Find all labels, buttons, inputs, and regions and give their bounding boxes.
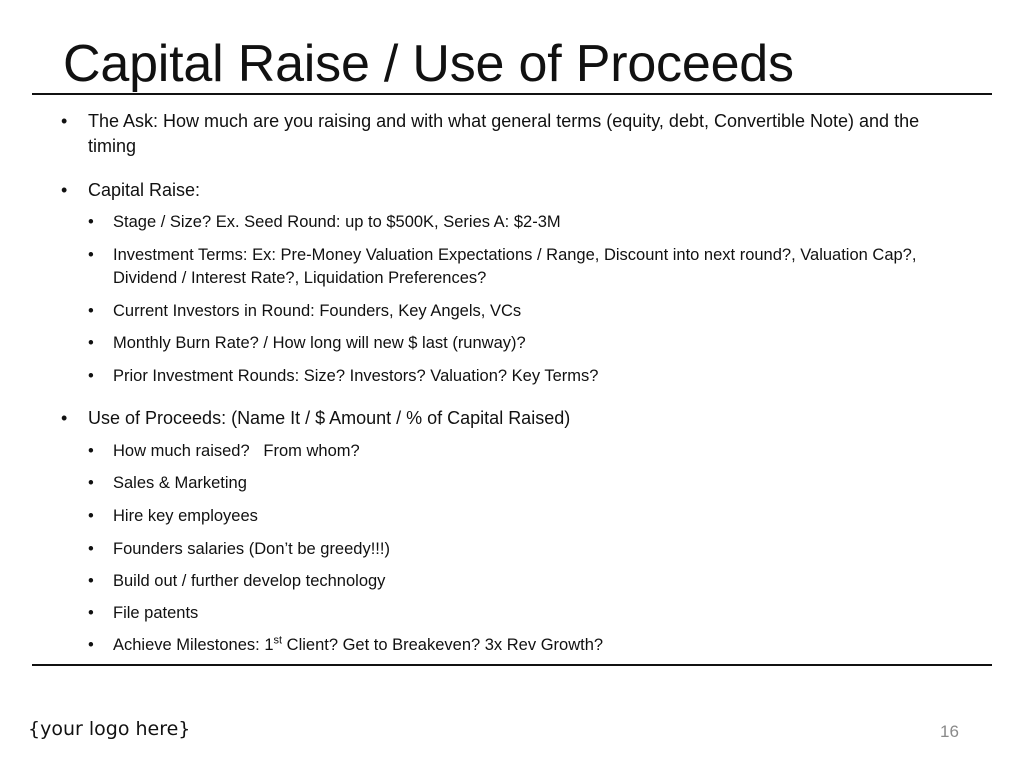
the-ask-text: The Ask: How much are you raising and with what general terms (equity, debt, Convertible Note) and the timing — [88, 111, 920, 156]
list-item-text: Stage / Size? Ex. Seed Round: up to $500K, Series A: $2-3M — [113, 213, 561, 231]
bullet-marker: • — [88, 540, 94, 558]
use-of-proceeds-heading — [61, 406, 968, 431]
use-of-proceeds-heading-text: Use of Proceeds: (Name It / $ Amount / % of Capital Raised) — [88, 408, 571, 428]
logo-placeholder: {your logo here} — [28, 718, 191, 740]
list-item — [88, 505, 963, 528]
milestones-suffix: Client? Get to Breakeven? 3x Rev Growth? — [282, 636, 604, 654]
bullet-marker: • — [61, 408, 68, 428]
list-item — [88, 332, 963, 355]
list-item — [88, 440, 963, 463]
bullet-marker: • — [88, 604, 94, 622]
milestones-superscript: st — [273, 634, 283, 647]
bullet-marker: • — [88, 474, 94, 492]
list-item — [88, 365, 963, 388]
title-divider — [32, 93, 992, 95]
capital-raise-heading-text: Capital Raise: — [88, 180, 201, 200]
bullet-marker: • — [88, 367, 94, 385]
list-item — [88, 570, 963, 593]
list-item — [88, 300, 963, 323]
bullet-marker: • — [88, 334, 94, 352]
milestones-prefix: Achieve Milestones: 1 — [113, 636, 274, 654]
list-item-text: Sales & Marketing — [113, 474, 247, 492]
list-item-text: Hire key employees — [113, 507, 258, 525]
list-item-text: Monthly Burn Rate? / How long will new $ last (runway)? — [113, 334, 526, 352]
page-number: 16 — [940, 722, 959, 741]
footer-divider — [32, 664, 992, 666]
slide-title: Capital Raise / Use of Proceeds — [63, 35, 794, 93]
bullet-marker: • — [88, 442, 94, 460]
list-item — [88, 472, 963, 495]
list-item — [88, 538, 963, 561]
list-item — [88, 602, 963, 625]
bullet-marker: • — [88, 636, 94, 654]
capital-raise-heading — [61, 178, 968, 203]
bullet-marker: • — [61, 111, 68, 131]
list-item-text: Prior Investment Rounds: Size? Investors? Valuation? Key Terms? — [113, 367, 599, 385]
list-item-text: Current Investors in Round: Founders, Key Angels, VCs — [113, 302, 522, 320]
bullet-marker: • — [88, 213, 94, 231]
list-item-text: File patents — [113, 604, 199, 622]
bullet-marker: • — [61, 180, 68, 200]
milestones-item — [88, 634, 963, 657]
bullet-marker: • — [88, 572, 94, 590]
list-item — [88, 244, 963, 290]
list-item-text: Build out / further develop technology — [113, 572, 386, 590]
bullet-marker: • — [88, 507, 94, 525]
list-item-text: How much raised? From whom? — [113, 442, 360, 460]
list-item — [88, 211, 963, 234]
bullet-marker: • — [88, 302, 94, 320]
the-ask-bullet — [61, 109, 968, 159]
bullet-marker: • — [88, 246, 94, 264]
list-item-text: Investment Terms: Ex: Pre-Money Valuation Expectations / Range, Discount into next round?, Valuation Cap?, Dividend / Interest Rate?, Liquidation Preferences? — [113, 246, 917, 287]
list-item-text: Founders salaries (Don’t be greedy!!!) — [113, 540, 390, 558]
